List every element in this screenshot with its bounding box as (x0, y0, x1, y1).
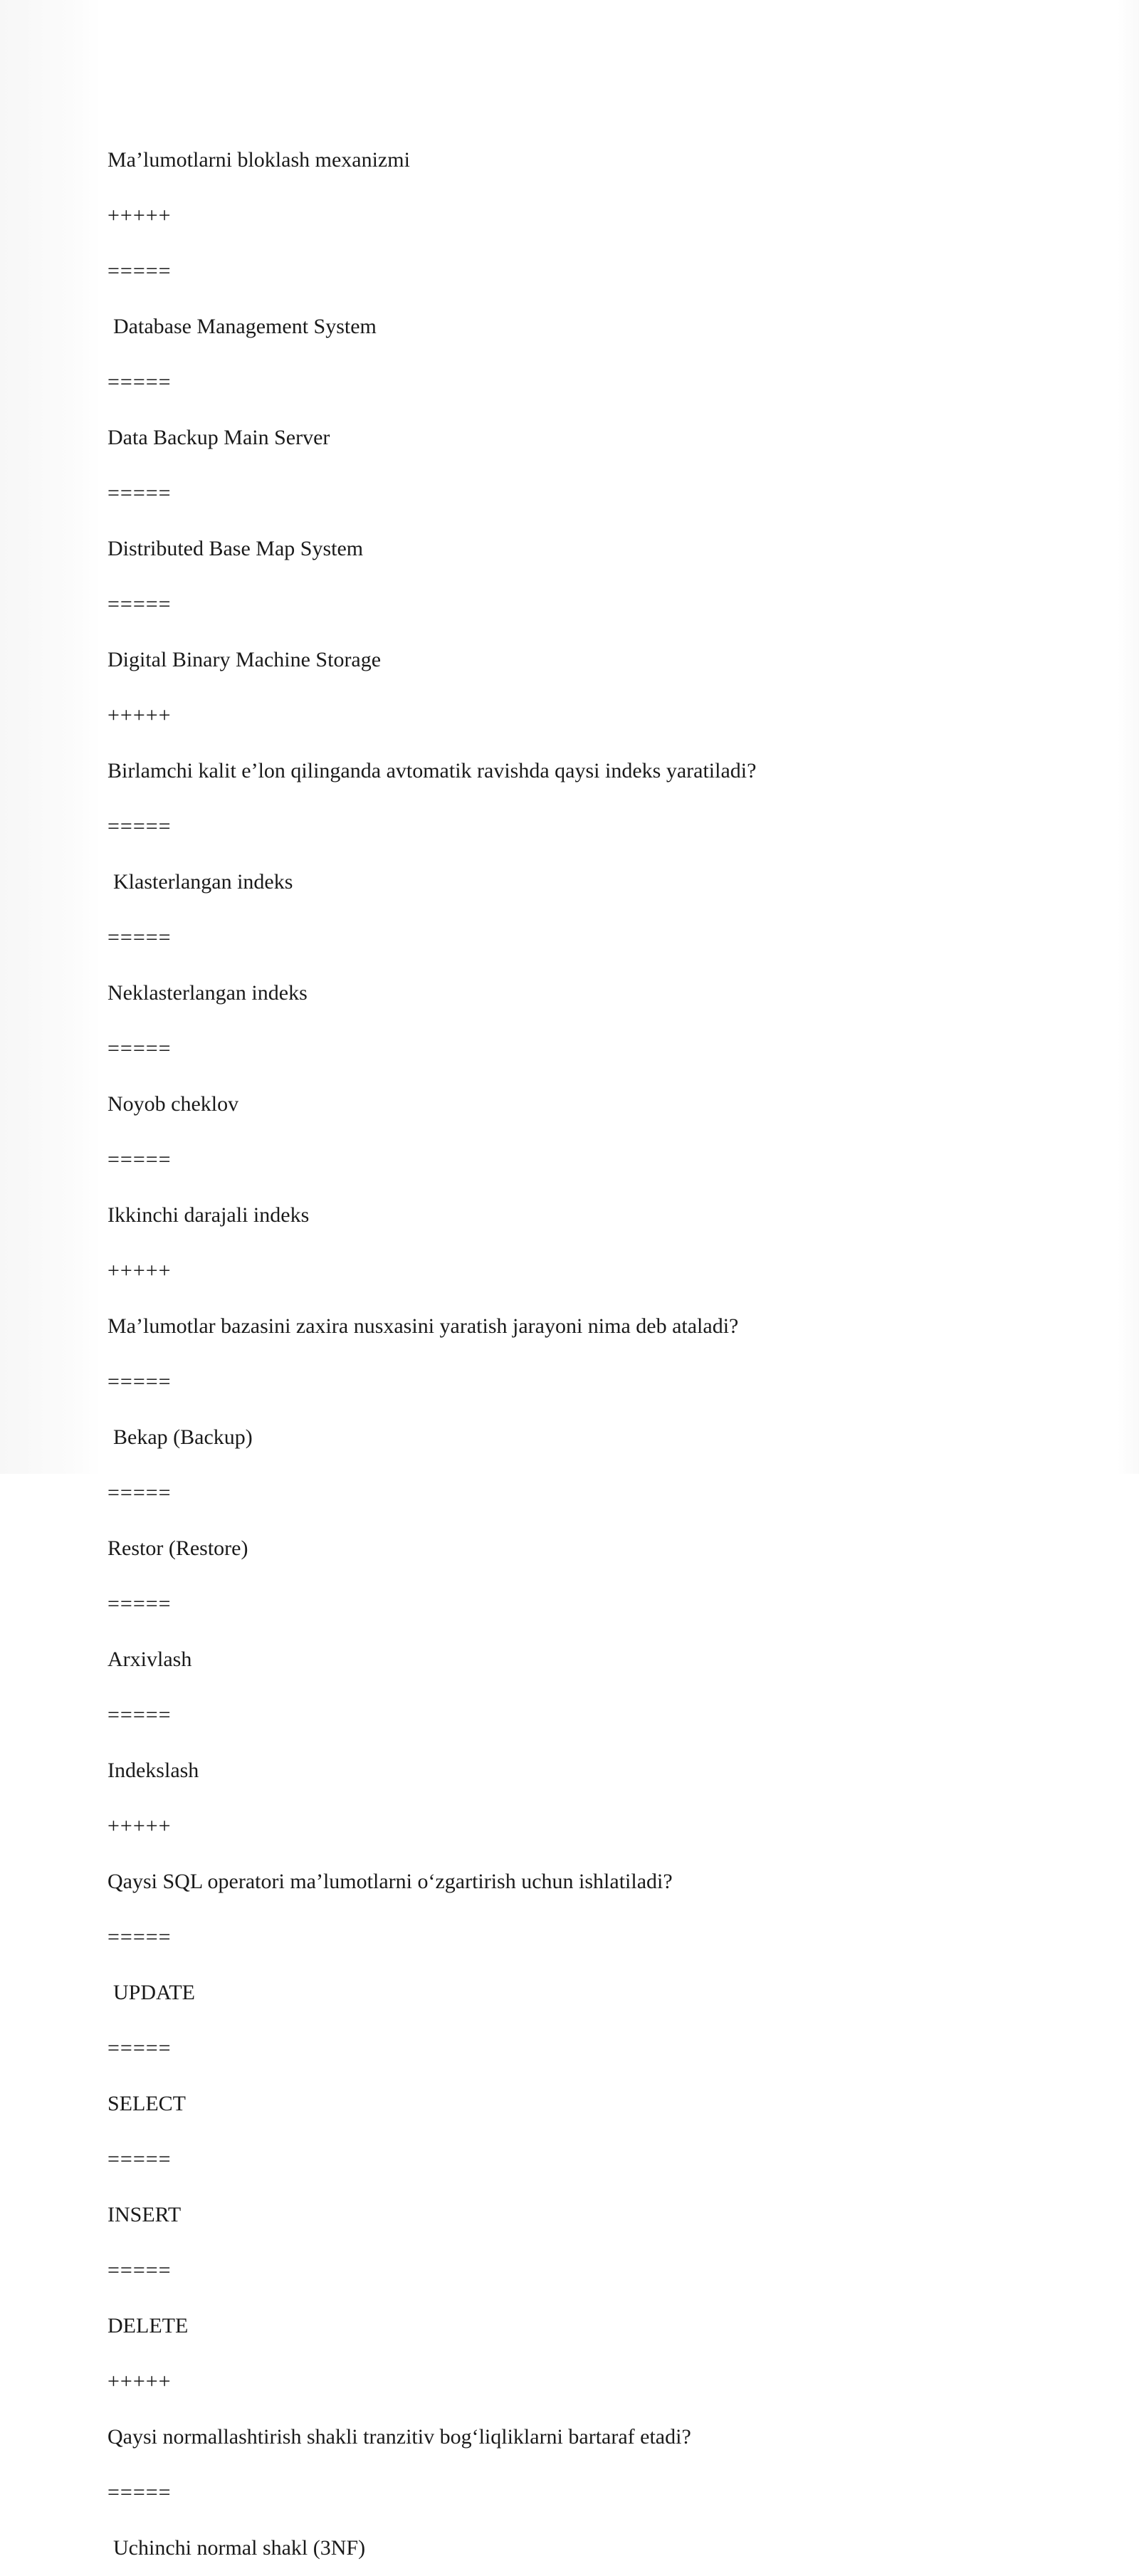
answer-option-line: Indekslash (107, 1759, 199, 1782)
option-separator-line: ===== (107, 2481, 172, 2504)
question-text-line: Qaysi SQL operatori ma’lumotlarni o‘zgartirish uchun ishlatiladi? (107, 1870, 673, 1893)
page-right-margin-shade (1118, 0, 1139, 1474)
answer-option-line: Neklasterlangan indeks (107, 981, 308, 1005)
option-separator-line: ===== (107, 1925, 172, 1949)
answer-option-line: SELECT (107, 2092, 186, 2115)
question-text-line: Birlamchi kalit e’lon qilinganda avtomatik ravishda qaysi indeks yaratiladi? (107, 759, 757, 782)
answer-option-line: Uchinchi normal shakl (3NF) (113, 2536, 366, 2560)
question-text-line: Qaysi normallashtirish shakli tranzitiv bog‘liqliklarni bartaraf etadi? (107, 2425, 691, 2449)
question-separator-line: +++++ (107, 204, 172, 227)
page-left-margin-shade (0, 0, 101, 1474)
option-separator-line: ===== (107, 481, 172, 505)
option-separator-line: ===== (107, 2147, 172, 2171)
answer-option-line: Noyob cheklov (107, 1092, 239, 1116)
question-separator-line: +++++ (107, 1259, 172, 1282)
question-separator-line: +++++ (107, 1814, 172, 1838)
question-text-line: Ma’lumotlarni bloklash mexanizmi (107, 148, 410, 172)
answer-option-line: Digital Binary Machine Storage (107, 648, 382, 671)
answer-option-line: Bekap (Backup) (113, 1425, 253, 1449)
answer-option-line: INSERT (107, 2203, 182, 2226)
option-separator-line: ===== (107, 1148, 172, 1171)
option-separator-line: ===== (107, 1703, 172, 1727)
answer-option-line: Database Management System (113, 315, 377, 338)
answer-option-line: Klasterlangan indeks (113, 870, 293, 894)
option-separator-line: ===== (107, 1370, 172, 1393)
option-separator-line: ===== (107, 2036, 172, 2060)
answer-option-line: DELETE (107, 2314, 189, 2337)
option-separator-line: ===== (107, 259, 172, 283)
option-separator-line: ===== (107, 815, 172, 838)
option-separator-line: ===== (107, 1481, 172, 1504)
document-body (107, 132, 1033, 2576)
option-separator-line: ===== (107, 592, 172, 616)
question-text-line: Ma’lumotlar bazasini zaxira nusxasini yaratish jarayoni nima deb ataladi? (107, 1314, 739, 1338)
option-separator-line: ===== (107, 926, 172, 949)
answer-option-line: Data Backup Main Server (107, 426, 330, 449)
option-separator-line: ===== (107, 2258, 172, 2282)
answer-option-line: UPDATE (113, 1981, 196, 2004)
option-separator-line: ===== (107, 1037, 172, 1060)
answer-option-line: Restor (Restore) (107, 1536, 248, 1560)
option-separator-line: ===== (107, 1592, 172, 1616)
question-separator-line: +++++ (107, 703, 172, 727)
answer-option-line: Ikkinchi darajali indeks (107, 1203, 310, 1227)
answer-option-line: Arxivlash (107, 1648, 192, 1671)
question-separator-line: +++++ (107, 2370, 172, 2393)
option-separator-line: ===== (107, 370, 172, 394)
answer-option-line: Distributed Base Map System (107, 537, 364, 560)
